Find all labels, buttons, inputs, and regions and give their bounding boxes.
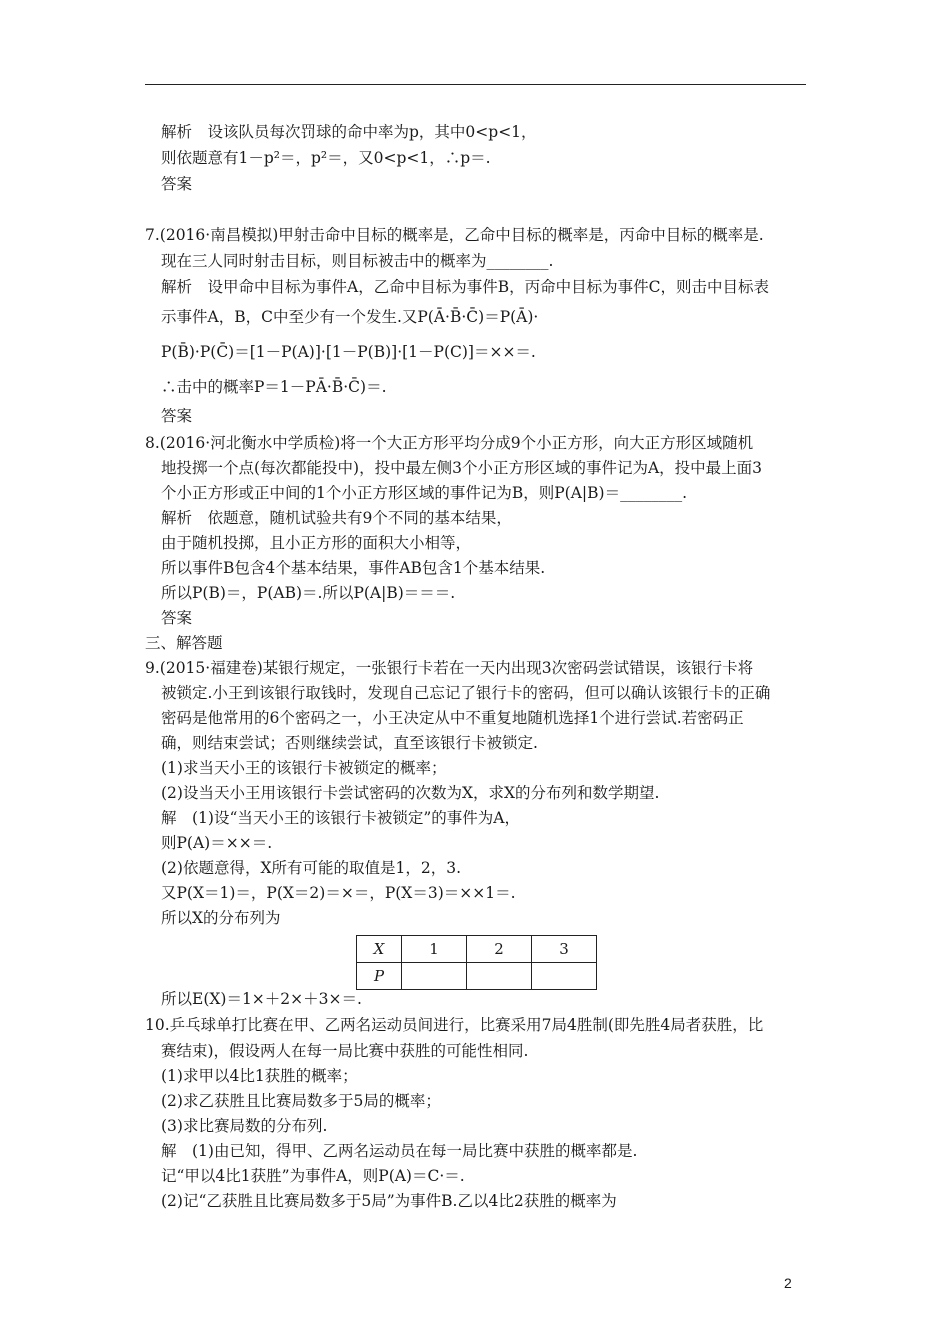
text-line: 确，则结束尝试；否则继续尝试，直至该银行卡被锁定. bbox=[161, 734, 538, 752]
text-line: 记“甲以4比1获胜”为事件A，则P(A)＝C·＝. bbox=[161, 1167, 465, 1185]
table-header-label: X bbox=[357, 936, 402, 963]
text-line: 解析 设该队员每次罚球的命中率为p，其中0<p<1， bbox=[161, 123, 537, 141]
table-header-cell: 3 bbox=[532, 936, 597, 963]
text-line: (2)依题意得，X所有可能的取值是1，2，3. bbox=[161, 859, 462, 877]
text-line: 则依题意有1－p²＝，p²＝，又0<p<1，∴p＝. bbox=[161, 149, 491, 167]
text-line: 所以P(B)＝，P(AB)＝.所以P(A|B)＝＝＝. bbox=[161, 584, 456, 602]
text-line: 10.乒乓球单打比赛在甲、乙两名运动员间进行，比赛采用7局4胜制(即先胜4局者获胜，比 bbox=[145, 1016, 764, 1034]
text-line: 赛结束)，假设两人在每一局比赛中获胜的可能性相同. bbox=[161, 1042, 529, 1060]
text-line: 密码是他常用的6个密码之一，小王决定从中不重复地随机选择1个进行尝试.若密码正 bbox=[161, 709, 744, 727]
text-line: 又P(X＝1)＝，P(X＝2)＝×＝，P(X＝3)＝××1＝. bbox=[161, 884, 516, 902]
text-line: 所以E(X)＝1×＋2×＋3×＝. bbox=[161, 990, 362, 1008]
text-line: 答案 bbox=[161, 175, 193, 193]
text-line: 个小正方形或正中间的1个小正方形区域的事件记为B，则P(A|B)＝________. bbox=[161, 484, 688, 502]
table-cell bbox=[402, 963, 467, 990]
text-line: 由于随机投掷，且小正方形的面积大小相等， bbox=[161, 534, 472, 552]
header-rule bbox=[145, 84, 806, 85]
text-line: 解析 依题意，随机试验共有9个不同的基本结果， bbox=[161, 509, 512, 527]
table-row-label: P bbox=[357, 963, 402, 990]
table-cell bbox=[532, 963, 597, 990]
text-line: 地投掷一个点(每次都能投中)，投中最左侧3个小正方形区域的事件记为A，投中最上面3 bbox=[161, 459, 763, 477]
table-header-cell: 2 bbox=[467, 936, 532, 963]
text-line: 现在三人同时射击目标，则目标被击中的概率为________. bbox=[161, 252, 554, 270]
table-row bbox=[357, 963, 597, 990]
text-line: (1)求甲以4比1获胜的概率； bbox=[161, 1067, 358, 1085]
page-number: 2 bbox=[784, 1275, 792, 1291]
text-line: 示事件A，B，C中至少有一个发生.又P(Ā·B̄·C̄)＝P(Ā)· bbox=[161, 308, 539, 326]
text-line: (2)记“乙获胜且比赛局数多于5局”为事件B.乙以4比2获胜的概率为 bbox=[161, 1192, 617, 1210]
text-line: 所以X的分布列为 bbox=[161, 909, 281, 927]
text-line: 7.(2016·南昌模拟)甲射击命中目标的概率是，乙命中目标的概率是，丙命中目标的概率是. bbox=[145, 226, 764, 244]
text-line: 解析 设甲命中目标为事件A，乙命中目标为事件B，丙命中目标为事件C，则击中目标表 bbox=[161, 278, 769, 296]
text-line: 答案 bbox=[161, 609, 193, 627]
text-line: 答案 bbox=[161, 407, 193, 425]
text-line: (2)求乙获胜且比赛局数多于5局的概率； bbox=[161, 1092, 441, 1110]
text-line: (2)设当天小王用该银行卡尝试密码的次数为X，求X的分布列和数学期望. bbox=[161, 784, 660, 802]
text-line: 所以事件B包含4个基本结果，事件AB包含1个基本结果. bbox=[161, 559, 546, 577]
text-line: 三、解答题 bbox=[145, 634, 223, 652]
table-cell bbox=[467, 963, 532, 990]
text-line: (3)求比赛局数的分布列. bbox=[161, 1117, 328, 1135]
text-line: P(B̄)·P(C̄)＝[1－P(A)]·[1－P(B)]·[1－P(C)]＝××＝. bbox=[161, 343, 536, 361]
distribution-table bbox=[356, 935, 597, 990]
table-header-cell: 1 bbox=[402, 936, 467, 963]
text-line: 8.(2016·河北衡水中学质检)将一个大正方形平均分成9个小正方形，向大正方形区域随机 bbox=[145, 434, 754, 452]
text-line: 解 (1)设“当天小王的该银行卡被锁定”的事件为A， bbox=[161, 809, 520, 827]
table-header-row bbox=[357, 936, 597, 963]
text-line: 被锁定.小王到该银行取钱时，发现自己忘记了银行卡的密码，但可以确认该银行卡的正确 bbox=[161, 684, 771, 702]
text-line: ∴击中的概率P＝1－PĀ·B̄·C̄)＝. bbox=[161, 378, 387, 396]
text-line: 则P(A)＝××＝. bbox=[161, 834, 273, 852]
text-line: (1)求当天小王的该银行卡被锁定的概率； bbox=[161, 759, 447, 777]
text-line: 9.(2015·福建卷)某银行规定，一张银行卡若在一天内出现3次密码尝试错误，该银行卡将 bbox=[145, 659, 754, 677]
text-line: 解 (1)由已知，得甲、乙两名运动员在每一局比赛中获胜的概率都是. bbox=[161, 1142, 638, 1160]
